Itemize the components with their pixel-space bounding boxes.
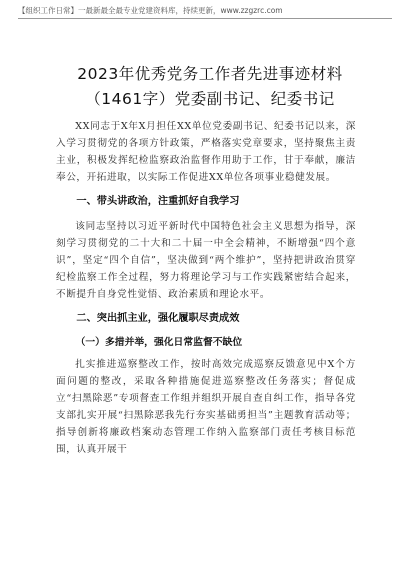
intro-paragraph: XX同志于X年X月担任XX单位党委副书记、纪委书记以来，深入学习贯彻党的各项方针政策，严格落实党章要求，坚持聚焦主责主业，积极发挥纪检监察政治监督作用助于工作，甘于奉献，廉洁奉公，开拓进取，以实际工作促进XX单位各项事业稳健发展。 bbox=[56, 121, 356, 183]
section-1-heading: 一、带头讲政治，注重抓好自我学习 bbox=[76, 196, 240, 207]
document-title bbox=[40, 62, 380, 112]
section-2-heading: 二、突出抓主业，强化履职尽责成效 bbox=[76, 313, 240, 324]
document-body bbox=[56, 118, 356, 458]
title-line-2: （1461字）党委副书记、纪委书记 bbox=[85, 90, 335, 108]
subsection-1-paragraph: 扎实推进巡察整改工作，按时高效完成巡察反馈意见中X个方面问题的整改，采取各种措施促进巡察整改任务落实；督促成立“扫黑除恶”专项督查工作组并组织开展自查自纠工作，指导各党支部扎实开展“扫黑除恶我先行夯实基础勇担当”主题教育活动等；指导创新将廉政档案动态管理工作纳入监察部门责任考核目标范围，认真开展干 bbox=[56, 359, 356, 455]
header-divider bbox=[18, 18, 392, 19]
section-1-paragraph: 该同志坚持以习近平新时代中国特色社会主义思想为指导，深刻学习贯彻党的二十大和二十届一中全会精神，不断增强“四个意识”，坚定“四个自信”，坚决做到“两个维护”，坚持把讲政治贯穿纪检监察工作全过程，努力将理论学习与工作实践紧密结合起来，不断提升自身党性觉悟、政治素质和理论水平。 bbox=[56, 221, 356, 300]
subsection-1-heading: （一）多措并举，强化日常监督不缺位 bbox=[75, 337, 243, 348]
page-header: 【组织工作日常】一最新最全最专业党建资料库，持续更新，www.zzgzrc.com bbox=[18, 6, 283, 15]
title-line-1: 2023年优秀党务工作者先进事迹材料 bbox=[77, 65, 343, 83]
